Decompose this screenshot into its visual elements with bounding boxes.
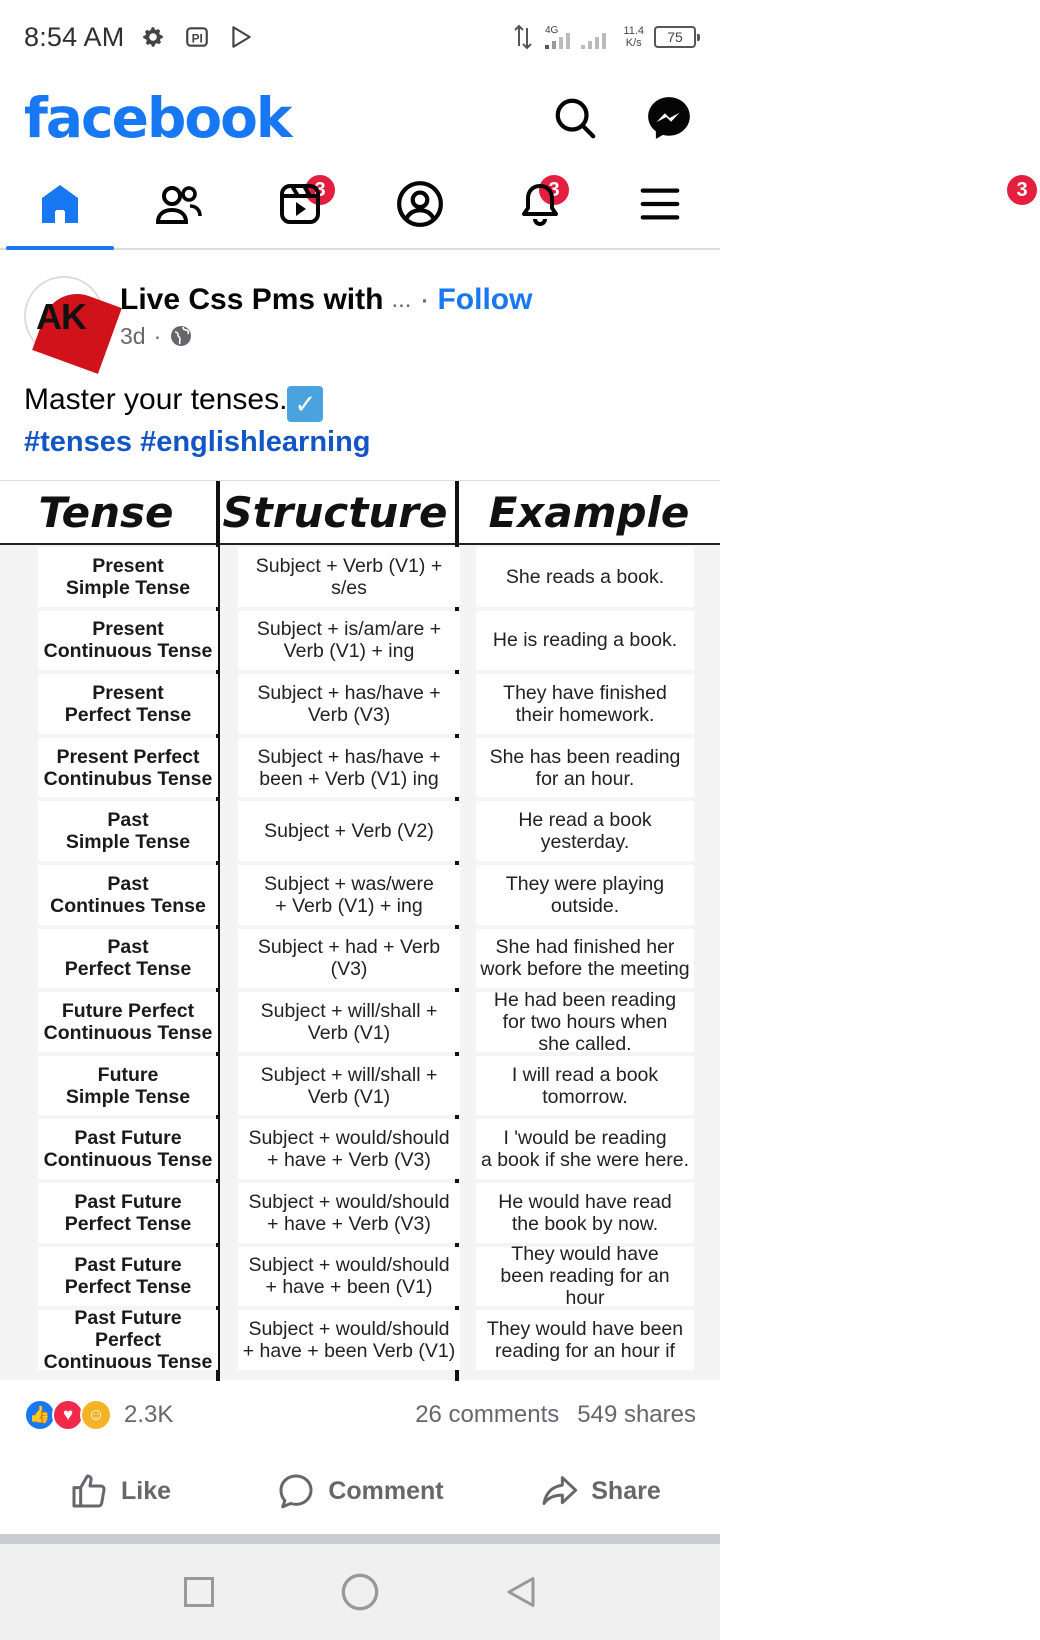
structure-cell: Subject + Verb (V1) + s/es <box>238 547 460 607</box>
friends-icon <box>154 180 206 228</box>
notifications-badge: 3 <box>1004 172 1040 208</box>
reels-badge: 3 <box>536 172 572 208</box>
author-row <box>120 283 532 317</box>
table-row <box>0 545 720 609</box>
like-label: Like <box>120 1476 172 1505</box>
example-cell: She had finished her work before the meeting <box>476 929 694 989</box>
table-row <box>0 990 720 1054</box>
care-reaction-icon: ☺ <box>80 1399 112 1431</box>
example-cell: They would have been reading for an hour if <box>476 1310 694 1370</box>
header-tense: Tense <box>38 487 174 537</box>
share-icon <box>539 1471 579 1511</box>
structure-cell: Subject + is/am/are + Verb (V1) + ing <box>238 611 460 671</box>
home-icon <box>36 180 84 228</box>
feed-divider <box>0 1534 720 1544</box>
svg-text:PI: PI <box>192 31 204 46</box>
structure-cell: Subject + has/have + been + Verb (V1) ing <box>238 738 460 798</box>
tense-table-header <box>0 481 720 545</box>
nav-tabs <box>0 160 1028 250</box>
status-icons-left <box>140 24 254 50</box>
structure-cell: Subject + has/have + Verb (V3) <box>238 674 460 734</box>
structure-cell: Subject + will/shall + Verb (V1) <box>238 992 460 1052</box>
shares-count[interactable]: 549 shares <box>577 1401 696 1428</box>
example-cell: They have finished their homework. <box>476 674 694 734</box>
comment-label: Comment <box>328 1476 444 1505</box>
example-cell: She reads a book. <box>476 547 694 607</box>
post-text <box>24 380 704 462</box>
tense-cell: Past Continues Tense <box>38 865 218 925</box>
header-actions <box>548 91 696 145</box>
network-speed <box>623 25 644 49</box>
post-caption <box>24 380 704 422</box>
time-separator: · <box>153 322 162 349</box>
post-author[interactable]: Live Css Pms with <box>120 282 384 316</box>
signal-icon <box>543 23 613 51</box>
table-row <box>0 1181 720 1245</box>
example-cell: I will read a book tomorrow. <box>476 1056 694 1116</box>
tense-cell: Past Future Perfect Tense <box>38 1183 218 1243</box>
back-button-icon[interactable] <box>503 1574 539 1610</box>
thumbs-up-icon <box>69 1471 109 1511</box>
table-row <box>0 609 720 673</box>
example-cell: He is reading a book. <box>476 611 694 671</box>
status-bar <box>0 0 720 74</box>
facebook-logo[interactable]: facebook <box>24 86 291 150</box>
tense-cell: Future Perfect Continuous Tense <box>38 992 218 1052</box>
play-store-icon <box>228 24 254 50</box>
tab-home[interactable] <box>0 160 120 248</box>
avatar[interactable] <box>24 276 104 356</box>
tense-cell: Past Future Perfect Tense <box>38 1247 218 1307</box>
table-row <box>0 1308 720 1372</box>
separator-dot: · <box>419 282 430 316</box>
home-button-icon[interactable] <box>340 1572 380 1612</box>
gear-icon <box>140 24 166 50</box>
table-row <box>0 672 720 736</box>
table-row <box>0 863 720 927</box>
table-row <box>0 1054 720 1118</box>
data-transfer-icon <box>513 24 533 50</box>
post-sub <box>120 323 532 350</box>
avatar-initials: AK <box>36 296 86 337</box>
messenger-icon <box>644 93 694 143</box>
table-row <box>0 799 720 863</box>
status-right <box>513 23 696 51</box>
tab-notifications[interactable] <box>480 160 1028 248</box>
app-header <box>0 78 720 158</box>
reels-icon <box>276 180 324 228</box>
reaction-icons[interactable] <box>24 1399 108 1431</box>
search-icon <box>552 95 598 141</box>
system-nav-bar <box>0 1544 720 1640</box>
tense-cell: Past Future Continuous Tense <box>38 1119 218 1179</box>
tense-cell: Past Simple Tense <box>38 801 218 861</box>
example-cell: He would have read the book by now. <box>476 1183 694 1243</box>
like-button[interactable] <box>0 1456 240 1526</box>
follow-button[interactable]: Follow <box>437 282 533 316</box>
caption-text: Master your tenses. <box>24 383 288 416</box>
structure-cell: Subject + will/shall + Verb (V1) <box>238 1056 460 1116</box>
tense-cell: Present Simple Tense <box>38 547 218 607</box>
structure-cell: Subject + Verb (V2) <box>238 801 460 861</box>
structure-cell: Subject + would/should + have + Verb (V3) <box>238 1183 460 1243</box>
example-cell: She has been reading for an hour. <box>476 738 694 798</box>
example-cell: I 'would be reading a book if she were here. <box>476 1119 694 1179</box>
tab-menu[interactable] <box>600 160 720 248</box>
tense-cell: Present Continuous Tense <box>38 611 218 671</box>
header-example: Example <box>488 487 690 537</box>
example-cell: They were playing outside. <box>476 865 694 925</box>
table-row <box>0 1117 720 1181</box>
hashtags[interactable]: #tenses #englishlearning <box>24 426 371 458</box>
structure-cell: Subject + would/should + have + been (V1) <box>238 1247 460 1307</box>
profile-icon <box>395 179 445 229</box>
table-row <box>0 736 720 800</box>
table-row <box>0 927 720 991</box>
structure-cell: Subject + had + Verb (V3) <box>238 929 460 989</box>
network-type: 4G <box>545 25 559 36</box>
author-ellipsis: ... <box>391 285 412 313</box>
reactions-row <box>24 1392 696 1438</box>
tense-cell: Future Simple Tense <box>38 1056 218 1116</box>
structure-cell: Subject + would/should + have + Verb (V3) <box>238 1119 460 1179</box>
check-mark-icon: ✓ <box>287 386 323 422</box>
share-label: Share <box>591 1476 661 1505</box>
status-time: 8:54 AM <box>24 21 125 52</box>
example-cell: He read a book yesterday. <box>476 801 694 861</box>
tense-cell: Past Future Perfect Continuous Tense <box>38 1310 218 1370</box>
speed-unit: K/s <box>625 37 642 49</box>
table-row <box>0 1245 720 1309</box>
tab-friends[interactable] <box>120 160 326 248</box>
post-meta <box>120 283 532 350</box>
menu-icon <box>637 181 683 227</box>
structure-cell: Subject + would/should + have + been Verb (V1) <box>238 1310 460 1370</box>
tense-cell: Past Perfect Tense <box>38 929 218 989</box>
header-structure: Structure <box>222 487 448 537</box>
post-stats <box>415 1401 696 1429</box>
share-button[interactable] <box>480 1456 720 1526</box>
globe-icon <box>169 324 193 348</box>
battery-indicator: 75 <box>654 26 696 48</box>
tense-table-body <box>0 545 720 1372</box>
search-button[interactable] <box>548 91 602 145</box>
tense-cell: Present Perfect Tense <box>38 674 218 734</box>
post-actions <box>0 1456 720 1526</box>
friends-badge: 3 <box>302 172 338 208</box>
comment-icon <box>276 1471 316 1511</box>
structure-cell: Subject + was/were + Verb (V1) + ing <box>238 865 460 925</box>
recents-button-icon[interactable] <box>181 1574 217 1610</box>
bell-icon <box>516 180 564 228</box>
post-image[interactable] <box>0 480 720 1380</box>
comments-count[interactable]: 26 comments <box>415 1401 560 1428</box>
reaction-count[interactable]: 2.3K <box>124 1401 174 1428</box>
example-cell: They would have been reading for an hour <box>476 1247 694 1307</box>
example-cell: He had been reading for two hours when she called. <box>476 992 694 1052</box>
tab-reels[interactable] <box>240 160 560 248</box>
love-reaction-icon: ♥ <box>52 1399 84 1431</box>
messenger-button[interactable] <box>642 91 696 145</box>
post-header <box>24 274 704 358</box>
like-reaction-icon: 👍 <box>24 1399 56 1431</box>
post-time[interactable]: 3d <box>120 322 146 349</box>
speed-value: 11.4 <box>623 25 644 37</box>
pi-app-icon <box>184 24 210 50</box>
comment-button[interactable] <box>240 1456 480 1526</box>
tab-profile[interactable] <box>360 160 480 248</box>
tense-cell: Present Perfect Continubus Tense <box>38 738 218 798</box>
